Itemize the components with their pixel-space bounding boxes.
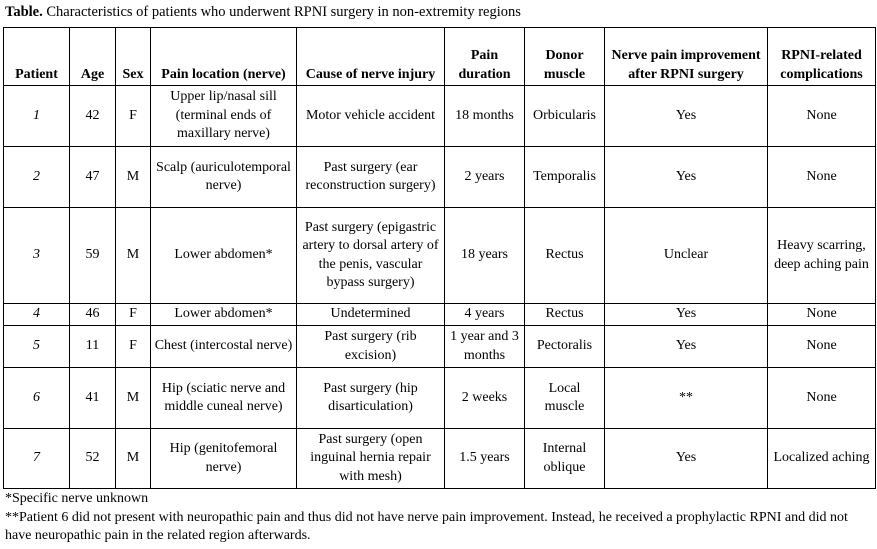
- pain-location-cell: Hip (genitofemoral nerve): [151, 429, 297, 489]
- sex-cell: F: [116, 86, 151, 147]
- table-row: [4, 304, 876, 326]
- cause-cell: Past surgery (hip disarticulation): [297, 368, 445, 429]
- pain-location-cell: Scalp (auriculotemporal nerve): [151, 147, 297, 208]
- donor-muscle-cell: Rectus: [525, 304, 605, 326]
- age-cell: 41: [70, 368, 116, 429]
- age-cell: 52: [70, 429, 116, 489]
- duration-cell: 4 years: [445, 304, 525, 326]
- header-cell: Cause of nerve injury: [297, 28, 445, 86]
- cause-cell: Past surgery (open inguinal hernia repair with mesh): [297, 429, 445, 489]
- pain-location-cell: Upper lip/nasal sill (terminal ends of maxillary nerve): [151, 86, 297, 147]
- header-cell: Pain location (nerve): [151, 28, 297, 86]
- header-cell: Patient: [4, 28, 70, 86]
- header-cell: Sex: [116, 28, 151, 86]
- complications-cell: Localized aching: [768, 429, 876, 489]
- donor-muscle-cell: Temporalis: [525, 147, 605, 208]
- patient-cell: 3: [4, 208, 70, 304]
- table-caption: [5, 3, 521, 21]
- pain-location-cell: Lower abdomen*: [151, 304, 297, 326]
- donor-muscle-cell: Pectoralis: [525, 326, 605, 368]
- caption-label: Table.: [5, 4, 43, 20]
- header-cell: Age: [70, 28, 116, 86]
- caption-text: Characteristics of patients who underwent RPNI surgery in non-extremity regions: [42, 4, 521, 20]
- pain-location-cell: Chest (intercostal nerve): [151, 326, 297, 368]
- patient-cell: 1: [4, 86, 70, 147]
- patient-characteristics-table: [3, 27, 876, 489]
- improvement-cell: Unclear: [605, 208, 768, 304]
- complications-cell: None: [768, 304, 876, 326]
- duration-cell: 2 weeks: [445, 368, 525, 429]
- complications-cell: None: [768, 147, 876, 208]
- cause-cell: Past surgery (rib excision): [297, 326, 445, 368]
- donor-muscle-cell: Local muscle: [525, 368, 605, 429]
- sex-cell: F: [116, 304, 151, 326]
- improvement-cell: Yes: [605, 429, 768, 489]
- duration-cell: 18 years: [445, 208, 525, 304]
- table-row: [4, 326, 876, 368]
- improvement-cell: Yes: [605, 147, 768, 208]
- header-cell: Pain duration: [445, 28, 525, 86]
- duration-cell: 1 year and 3 months: [445, 326, 525, 368]
- table-row: [4, 368, 876, 429]
- cause-cell: Past surgery (epigastric artery to dorsal artery of the penis, vascular bypass surgery): [297, 208, 445, 304]
- age-cell: 47: [70, 147, 116, 208]
- donor-muscle-cell: Internal oblique: [525, 429, 605, 489]
- table-row: [4, 147, 876, 208]
- duration-cell: 18 months: [445, 86, 525, 147]
- patient-cell: 6: [4, 368, 70, 429]
- patient-cell: 7: [4, 429, 70, 489]
- cause-cell: Undetermined: [297, 304, 445, 326]
- sex-cell: M: [116, 147, 151, 208]
- footnote-specific-nerve: *Specific nerve unknown: [5, 491, 149, 506]
- improvement-cell: Yes: [605, 86, 768, 147]
- donor-muscle-cell: Rectus: [525, 208, 605, 304]
- pain-location-cell: Lower abdomen*: [151, 208, 297, 304]
- sex-cell: F: [116, 326, 151, 368]
- sex-cell: M: [116, 429, 151, 489]
- complications-cell: None: [768, 86, 876, 147]
- age-cell: 59: [70, 208, 116, 304]
- improvement-cell: Yes: [605, 304, 768, 326]
- sex-cell: M: [116, 368, 151, 429]
- complications-cell: None: [768, 368, 876, 429]
- header-cell: Donor muscle: [525, 28, 605, 86]
- duration-cell: 2 years: [445, 147, 525, 208]
- table-row: [4, 208, 876, 304]
- duration-cell: 1.5 years: [445, 429, 525, 489]
- header-cell: RPNI-related complications: [768, 28, 876, 86]
- age-cell: 42: [70, 86, 116, 147]
- patient-cell: 4: [4, 304, 70, 326]
- cause-cell: Past surgery (ear reconstruction surgery): [297, 147, 445, 208]
- donor-muscle-cell: Orbicularis: [525, 86, 605, 147]
- header-cell: Nerve pain improvement after RPNI surgery: [605, 28, 768, 86]
- age-cell: 11: [70, 326, 116, 368]
- complications-cell: None: [768, 326, 876, 368]
- complications-cell: Heavy scarring, deep aching pain: [768, 208, 876, 304]
- patient-cell: 5: [4, 326, 70, 368]
- table-row: [4, 86, 876, 147]
- improvement-cell: Yes: [605, 326, 768, 368]
- table-row: [4, 429, 876, 489]
- pain-location-cell: Hip (sciatic nerve and middle cuneal nerve): [151, 368, 297, 429]
- table-footnotes: [5, 490, 873, 546]
- sex-cell: M: [116, 208, 151, 304]
- footnote-patient-6: **Patient 6 did not present with neuropathic pain and thus did not have nerve pain improvement. Instead, he received a prophylactic RPNI and did not have neuropathic pain in the related region afterwards.: [5, 509, 848, 544]
- header-row: [4, 28, 876, 86]
- improvement-cell: **: [605, 368, 768, 429]
- cause-cell: Motor vehicle accident: [297, 86, 445, 147]
- age-cell: 46: [70, 304, 116, 326]
- patient-cell: 2: [4, 147, 70, 208]
